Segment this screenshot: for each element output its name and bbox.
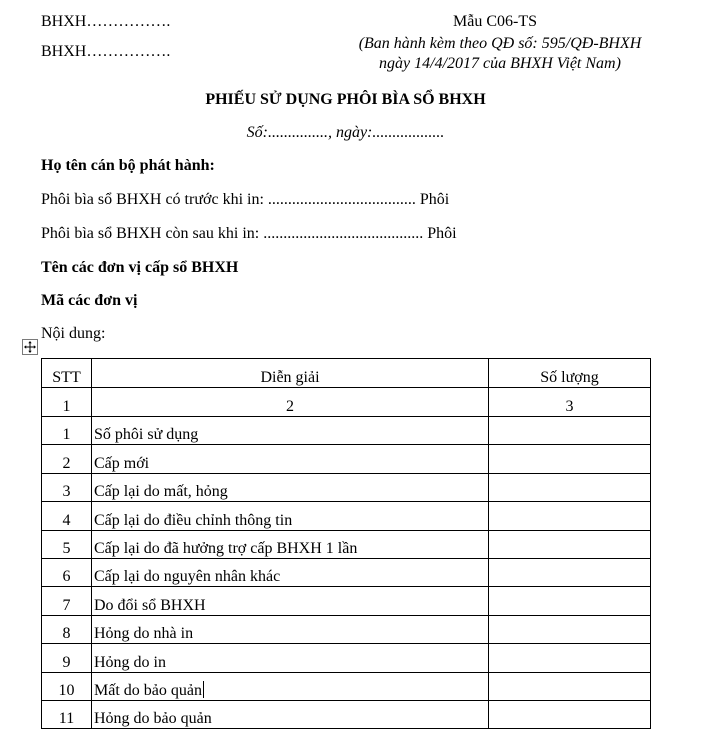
numbering-cell: 3 (489, 388, 651, 417)
table-row (42, 615, 651, 643)
row-quantity[interactable] (489, 587, 651, 615)
row-stt: 11 (42, 700, 92, 728)
row-quantity[interactable] (489, 502, 651, 530)
row-description-text: Mất do bảo quản (94, 681, 202, 699)
usage-table (41, 358, 651, 729)
issued-note-line-1: (Ban hành kèm theo QĐ số: 595/QĐ-BHXH (358, 35, 642, 52)
header-quantity: Số lượng (489, 359, 651, 388)
move-arrows-icon (23, 340, 37, 354)
row-quantity[interactable] (489, 558, 651, 586)
table-row (42, 530, 651, 558)
row-description[interactable]: Cấp lại do đã hưởng trợ cấp BHXH 1 lần (92, 530, 489, 558)
header-left-agency-2: BHXH……………. (41, 43, 171, 60)
row-description[interactable]: Cấp lại do nguyên nhân khác (92, 558, 489, 586)
table-row (42, 587, 651, 615)
table-header-row (42, 359, 651, 388)
table-move-handle[interactable] (22, 339, 38, 355)
before-print-line: Phôi bìa sổ BHXH có trước khi in: ..................................... Phôi (41, 191, 450, 208)
row-quantity[interactable] (489, 473, 651, 501)
row-quantity[interactable] (489, 417, 651, 445)
form-code: Mẫu C06-TS (453, 13, 537, 30)
content-label: Nội dung: (41, 325, 106, 342)
row-description[interactable]: Hỏng do bảo quản (92, 700, 489, 728)
units-label: Tên các đơn vị cấp sổ BHXH (41, 259, 239, 276)
document-title: PHIẾU SỬ DỤNG PHÔI BÌA SỔ BHXH (205, 91, 486, 108)
row-quantity[interactable] (489, 445, 651, 473)
row-description[interactable]: Số phôi sử dụng (92, 417, 489, 445)
row-quantity[interactable] (489, 672, 651, 700)
table-row (42, 700, 651, 728)
row-description[interactable]: Cấp mới (92, 445, 489, 473)
header-left-agency-1: BHXH……………. (41, 13, 171, 30)
row-stt: 2 (42, 445, 92, 473)
header-stt: STT (42, 359, 92, 388)
text-cursor (203, 681, 204, 698)
unit-codes-label: Mã các đơn vị (41, 292, 138, 309)
row-quantity[interactable] (489, 700, 651, 728)
issuer-label: Họ tên cán bộ phát hành: (41, 157, 215, 174)
row-stt: 7 (42, 587, 92, 615)
table-row (42, 445, 651, 473)
row-stt: 1 (42, 417, 92, 445)
row-description[interactable]: Hỏng do in (92, 644, 489, 672)
row-quantity[interactable] (489, 644, 651, 672)
row-stt: 8 (42, 615, 92, 643)
table-row (42, 558, 651, 586)
row-quantity[interactable] (489, 615, 651, 643)
row-stt: 6 (42, 558, 92, 586)
row-description[interactable]: Cấp lại do điều chỉnh thông tin (92, 502, 489, 530)
table-row (42, 672, 651, 700)
numbering-cell: 1 (42, 388, 92, 417)
table-row (42, 502, 651, 530)
table-row (42, 644, 651, 672)
row-description[interactable]: Do đổi sổ BHXH (92, 587, 489, 615)
row-stt: 4 (42, 502, 92, 530)
issued-note-line-2: ngày 14/4/2017 của BHXH Việt Nam) (379, 55, 621, 72)
numbering-cell: 2 (92, 388, 489, 417)
row-stt: 5 (42, 530, 92, 558)
row-description[interactable]: Cấp lại do mất, hỏng (92, 473, 489, 501)
table-row (42, 417, 651, 445)
row-stt: 9 (42, 644, 92, 672)
after-print-line: Phôi bìa sổ BHXH còn sau khi in: ........................................ Phôi (41, 225, 457, 242)
table-row (42, 473, 651, 501)
header-description: Diễn giải (92, 359, 489, 388)
row-quantity[interactable] (489, 530, 651, 558)
row-description-active[interactable] (92, 672, 489, 700)
table-numbering-row (42, 388, 651, 417)
row-stt: 10 (42, 672, 92, 700)
row-description[interactable]: Hỏng do nhà in (92, 615, 489, 643)
row-stt: 3 (42, 473, 92, 501)
number-date-line: Số:..............., ngày:.................. (246, 124, 445, 141)
